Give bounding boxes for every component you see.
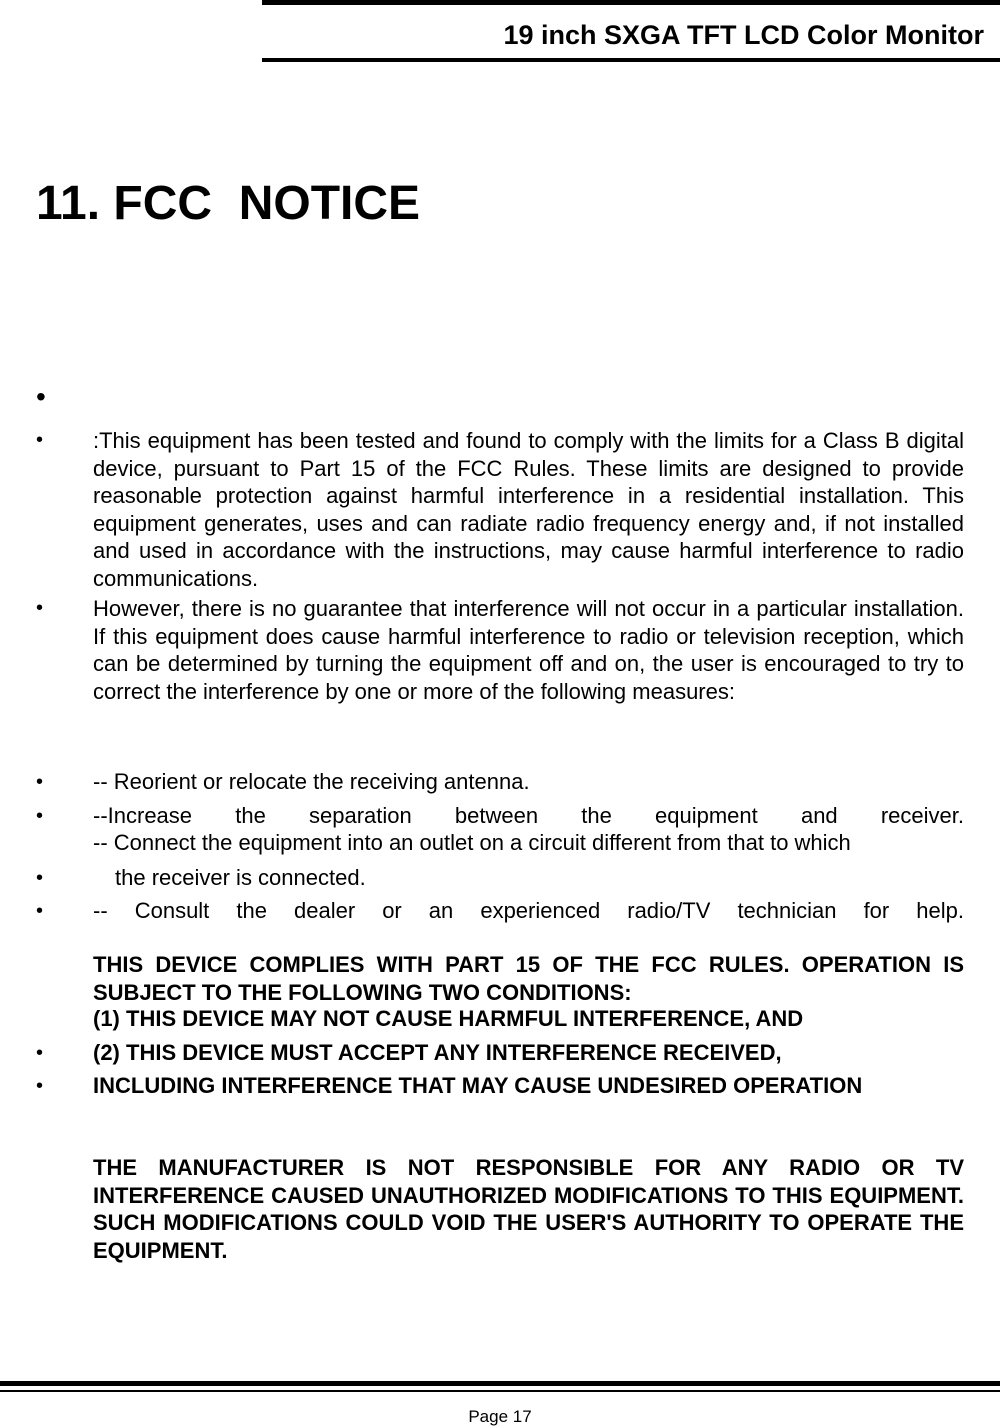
condition-2: (2) THIS DEVICE MUST ACCEPT ANY INTERFERENCE RECEIVED, xyxy=(93,1040,782,1065)
section-title: 11. FCC NOTICE xyxy=(36,177,421,230)
condition-1: (1) THIS DEVICE MAY NOT CAUSE HARMFUL INTERFERENCE, AND xyxy=(93,1006,804,1031)
header-rule-bottom xyxy=(262,58,1000,62)
measure-connect-outlet: -- Connect the equipment into an outlet on a circuit different from that to which xyxy=(93,830,851,855)
condition-including: INCLUDING INTERFERENCE THAT MAY CAUSE UNDESIRED OPERATION xyxy=(93,1073,863,1098)
measure-receiver-connected: the receiver is connected. xyxy=(115,865,366,890)
measure-consult-dealer: -- Consult the dealer or an experienced radio/TV technician for help. xyxy=(93,898,964,923)
document-header-title: 19 inch SXGA TFT LCD Color Monitor xyxy=(503,20,984,50)
bullet-icon: • xyxy=(36,1042,44,1064)
measure-increase-separation: --Increase the separation between the equipment and receiver. xyxy=(93,803,964,828)
bullet-icon: • xyxy=(36,381,46,412)
footer-rule-thick xyxy=(0,1381,1000,1386)
bullet-icon: • xyxy=(36,597,44,619)
compliance-conditions: THIS DEVICE COMPLIES WITH PART 15 OF THE FCC RULES. OPERATION IS SUBJECT TO THE FOLLOWING TWO CONDITIONS: xyxy=(93,952,964,1005)
manufacturer-warning: THE MANUFACTURER IS NOT RESPONSIBLE FOR ANY RADIO OR TV INTERFERENCE CAUSED UNAUTHORIZED MODIFICATIONS TO THIS EQUIPMENT. SUCH MODIFICATIONS COULD VOID THE USER'S AUTHORITY TO OPERATE THE EQUIPMENT. xyxy=(93,1155,964,1263)
measure-reorient: -- Reorient or relocate the receiving antenna. xyxy=(93,769,530,794)
header-rule-top xyxy=(262,0,1000,5)
footer-rule-thin xyxy=(0,1390,1000,1392)
bullet-icon: • xyxy=(36,429,44,451)
paragraph-compliance: :This equipment has been tested and found to comply with the limits for a Class B digital device, pursuant to Part 15 of the FCC Rules. These limits are designed to provide reasonable protection against harmful interference in a residential installation. This equipment generates, uses and can radiate radio frequency energy and, if not installed and used in accordance with the instructions, may cause harmful interference to radio communications. xyxy=(93,428,964,591)
bullet-icon: • xyxy=(36,900,44,922)
bullet-icon: • xyxy=(36,1075,44,1097)
bullet-icon: • xyxy=(36,771,44,793)
bullet-icon: • xyxy=(36,805,44,827)
bullet-icon: • xyxy=(36,867,44,889)
page-number: Page 17 xyxy=(468,1407,532,1426)
paragraph-no-guarantee: However, there is no guarantee that interference will not occur in a particular installation. If this equipment does cause harmful interference to radio or television reception, which can be determined by turning the equipment off and on, the user is encouraged to try to correct the interference by one or more of the following measures: xyxy=(93,596,964,704)
